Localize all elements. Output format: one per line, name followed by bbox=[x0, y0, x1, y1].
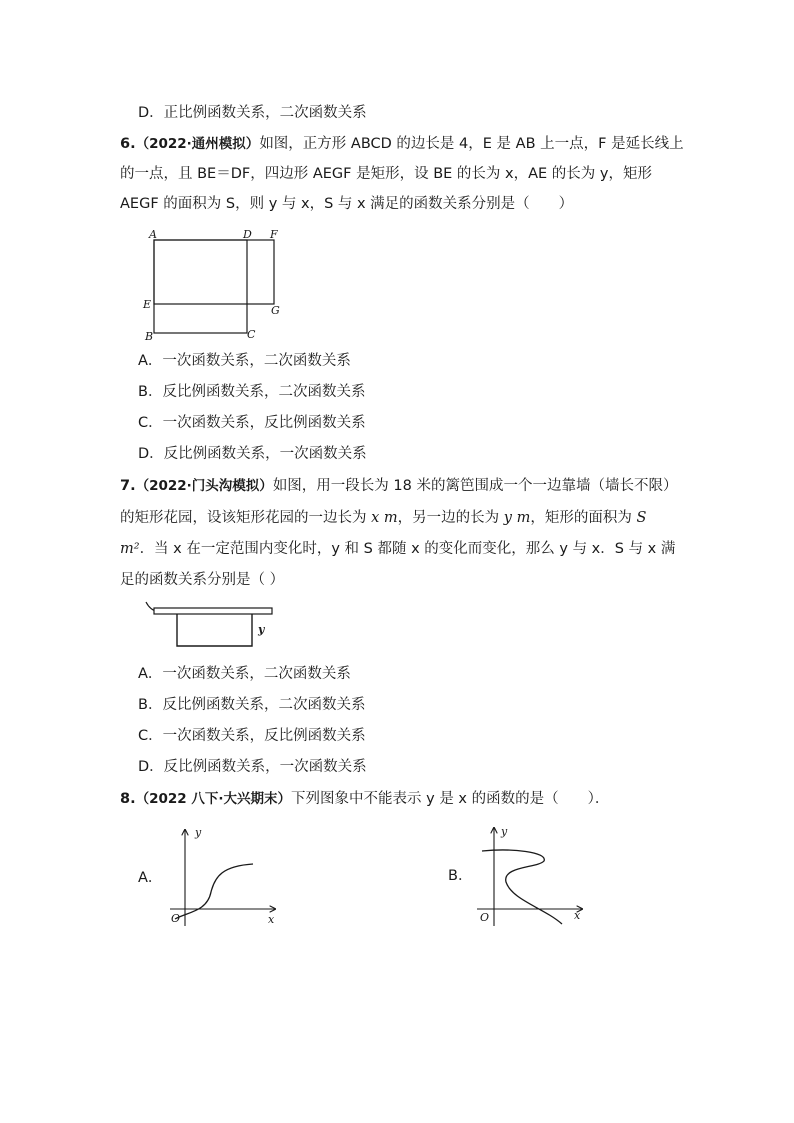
square-abcd bbox=[154, 240, 247, 333]
q6-option-c: C．一次函数关系，反比例函数关系 bbox=[138, 415, 366, 431]
q8-stem: 8.（2022 八下·大兴期末）下列图象中不能表示 y 是 x 的函数的是（ ）． bbox=[120, 791, 610, 807]
q8-number: 8 bbox=[120, 791, 131, 807]
label-g: G bbox=[271, 304, 280, 317]
q8-option-b-label: B． bbox=[448, 868, 473, 884]
var-y: y m bbox=[503, 510, 531, 526]
q5-option-d: D．正比例函数关系，二次函数关系 bbox=[138, 105, 367, 121]
q6-stem-line1: 6.（2022·通州模拟）如图，正方形 ABCD 的边长是 4，E 是 AB 上一点，F 是延长线上 bbox=[120, 136, 684, 152]
q6-stem-line3: AEGF 的面积为 S，则 y 与 x，S 与 x 满足的函数关系分别是（ ） bbox=[120, 196, 574, 212]
q7-stem-line1: 7.（2022·门头沟模拟）如图，用一段长为 18 米的篱笆围成一个一边靠墙（墙长不限） bbox=[120, 478, 678, 494]
q6-number: 6 bbox=[120, 136, 131, 152]
origin-label: O bbox=[480, 911, 490, 924]
curve-a bbox=[175, 864, 253, 919]
q7-figure-fence-garden bbox=[140, 600, 280, 654]
q6-figure-square-rectangle bbox=[140, 226, 290, 344]
wall bbox=[154, 608, 272, 614]
q6-option-b: B．反比例函数关系，二次函数关系 bbox=[138, 384, 366, 400]
label-e: E bbox=[143, 298, 152, 311]
label-d: D bbox=[243, 228, 252, 241]
q6-source: （2022·通州模拟） bbox=[135, 136, 260, 152]
axis-x-label: x bbox=[574, 909, 581, 922]
q7-option-a: A．一次函数关系，二次函数关系 bbox=[138, 666, 351, 682]
q8-source: （2022 八下·大兴期末） bbox=[135, 791, 292, 807]
label-c: C bbox=[247, 328, 256, 341]
q7-option-c: C．一次函数关系，反比例函数关系 bbox=[138, 728, 366, 744]
q7-source: （2022·门头沟模拟） bbox=[135, 478, 273, 494]
origin-label: O bbox=[171, 912, 181, 925]
label-y: y bbox=[258, 623, 265, 636]
q7-text1: 如图，用一段长为 18 米的篱笆围成一个一边靠墙（墙长不限） bbox=[272, 478, 678, 494]
label-b: B bbox=[145, 330, 154, 343]
unit-m2: m² bbox=[120, 541, 140, 557]
q8-graph-a bbox=[165, 822, 280, 930]
q6-text1: 如图，正方形 ABCD 的边长是 4，E 是 AB 上一点，F 是延长线上 bbox=[259, 136, 684, 152]
var-x: x m bbox=[371, 510, 398, 526]
q7-number: 7 bbox=[120, 478, 131, 494]
label-a: A bbox=[149, 228, 157, 241]
var-s: S bbox=[636, 510, 647, 526]
fence bbox=[177, 614, 252, 646]
q8-graph-b bbox=[472, 822, 587, 930]
q6-option-a: A．一次函数关系，二次函数关系 bbox=[138, 353, 351, 369]
axis-y-label: y bbox=[195, 826, 202, 839]
axis-y-label: y bbox=[501, 825, 508, 838]
q6-option-d: D．反比例函数关系，一次函数关系 bbox=[138, 446, 367, 462]
q7-option-b: B．反比例函数关系，二次函数关系 bbox=[138, 697, 366, 713]
rectangle-aegf bbox=[154, 240, 274, 304]
q7-option-d: D．反比例函数关系，一次函数关系 bbox=[138, 759, 367, 775]
q7-stem-line3: m²．当 x 在一定范围内变化时，y 和 S 都随 x 的变化而变化，那么 y 与 x．S 与 x 满 bbox=[120, 541, 676, 557]
q7-stem-line2: 的矩形花园，设该矩形花园的一边长为 x m，另一边的长为 y m，矩形的面积为 S bbox=[120, 510, 647, 526]
axis-x-label: x bbox=[268, 913, 275, 926]
q7-stem-line4: 足的函数关系分别是（ ） bbox=[120, 572, 285, 588]
q8-text: 下列图象中不能表示 y 是 x 的函数的是（ ）． bbox=[291, 791, 610, 807]
label-f: F bbox=[270, 228, 278, 241]
q6-stem-line2: 的一点，且 BE＝DF，四边形 AEGF 是矩形，设 BE 的长为 x，AE 的长为 y，矩形 bbox=[120, 166, 652, 182]
q8-option-a-label: A． bbox=[138, 870, 163, 886]
